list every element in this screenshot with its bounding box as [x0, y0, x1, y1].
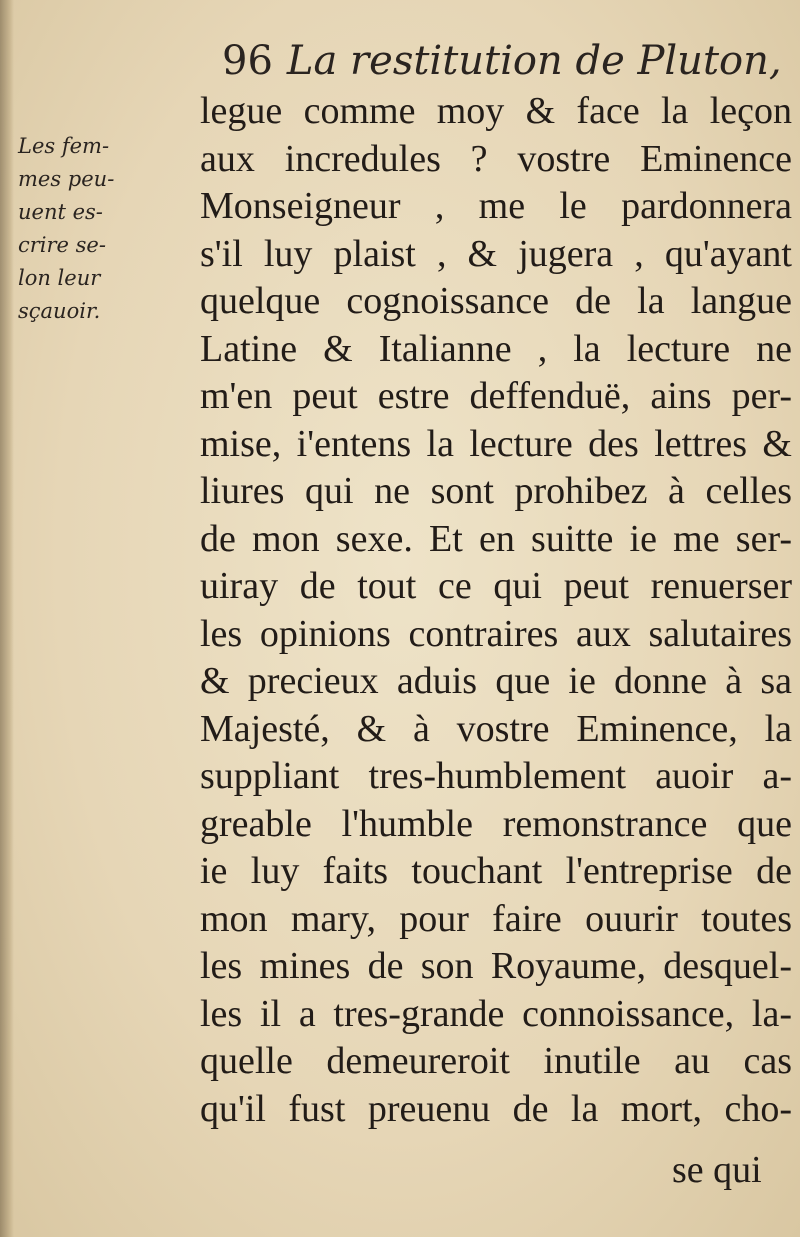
text-line: suppliant tres-humblement auoir a- [200, 755, 792, 797]
running-title: La restitution de Pluton, [286, 38, 782, 84]
text-line: ie luy faits touchant l'entreprise de [200, 850, 792, 892]
text-line: qu'il fust preuenu de la mort, cho- [200, 1087, 792, 1130]
text-line: uiray de tout ce qui peut renuerser [200, 565, 792, 607]
body-text [200, 88, 792, 1133]
text-line: aux incredules ? vostre Eminence [200, 137, 792, 180]
text-line: m'en peut estre deffenduë, ains per- [200, 375, 792, 417]
text-line: quelque cognoissance de la langue [200, 280, 792, 322]
text-line: Latine & Italianne , la lecture ne [200, 327, 792, 370]
catchword: se qui [672, 1149, 762, 1191]
text-line: greable l'humble remonstrance que [200, 802, 792, 845]
page-gutter-shadow [0, 0, 14, 1237]
text-line: mise, i'entens la lecture des lettres & [200, 422, 792, 465]
margin-note-line: mes peu- [18, 167, 115, 191]
text-line: quelle demeureroit inutile au cas [200, 1040, 792, 1082]
margin-note-line: crire se- [18, 233, 106, 257]
margin-note-line: Les fem- [18, 134, 110, 158]
margin-note-line: lon leur [18, 266, 101, 290]
text-line: Monseigneur , me le pardonnera [200, 185, 792, 227]
text-line: Majesté, & à vostre Eminence, la [200, 707, 792, 750]
margin-note [18, 130, 218, 328]
text-line: & precieux aduis que ie donne à sa [200, 660, 792, 702]
text-line: de mon sexe. Et en suitte ie me ser- [200, 517, 792, 560]
text-line: les il a tres-grande connoissance, la- [200, 992, 792, 1035]
running-header [222, 38, 792, 84]
page-number: 96 [222, 38, 273, 84]
text-line: mon mary, pour faire ouurir toutes [200, 897, 792, 940]
margin-note-line: uent es- [18, 200, 103, 224]
text-line: legue comme moy & face la leçon [200, 90, 792, 132]
text-line: liures qui ne sont prohibez à celles [200, 470, 792, 512]
text-line: les opinions contraires aux salutaires [200, 612, 792, 655]
text-line: les mines de son Royaume, desquel- [200, 945, 792, 987]
margin-note-line: sçauoir. [18, 299, 101, 323]
text-line: s'il luy plaist , & jugera , qu'ayant [200, 232, 792, 275]
